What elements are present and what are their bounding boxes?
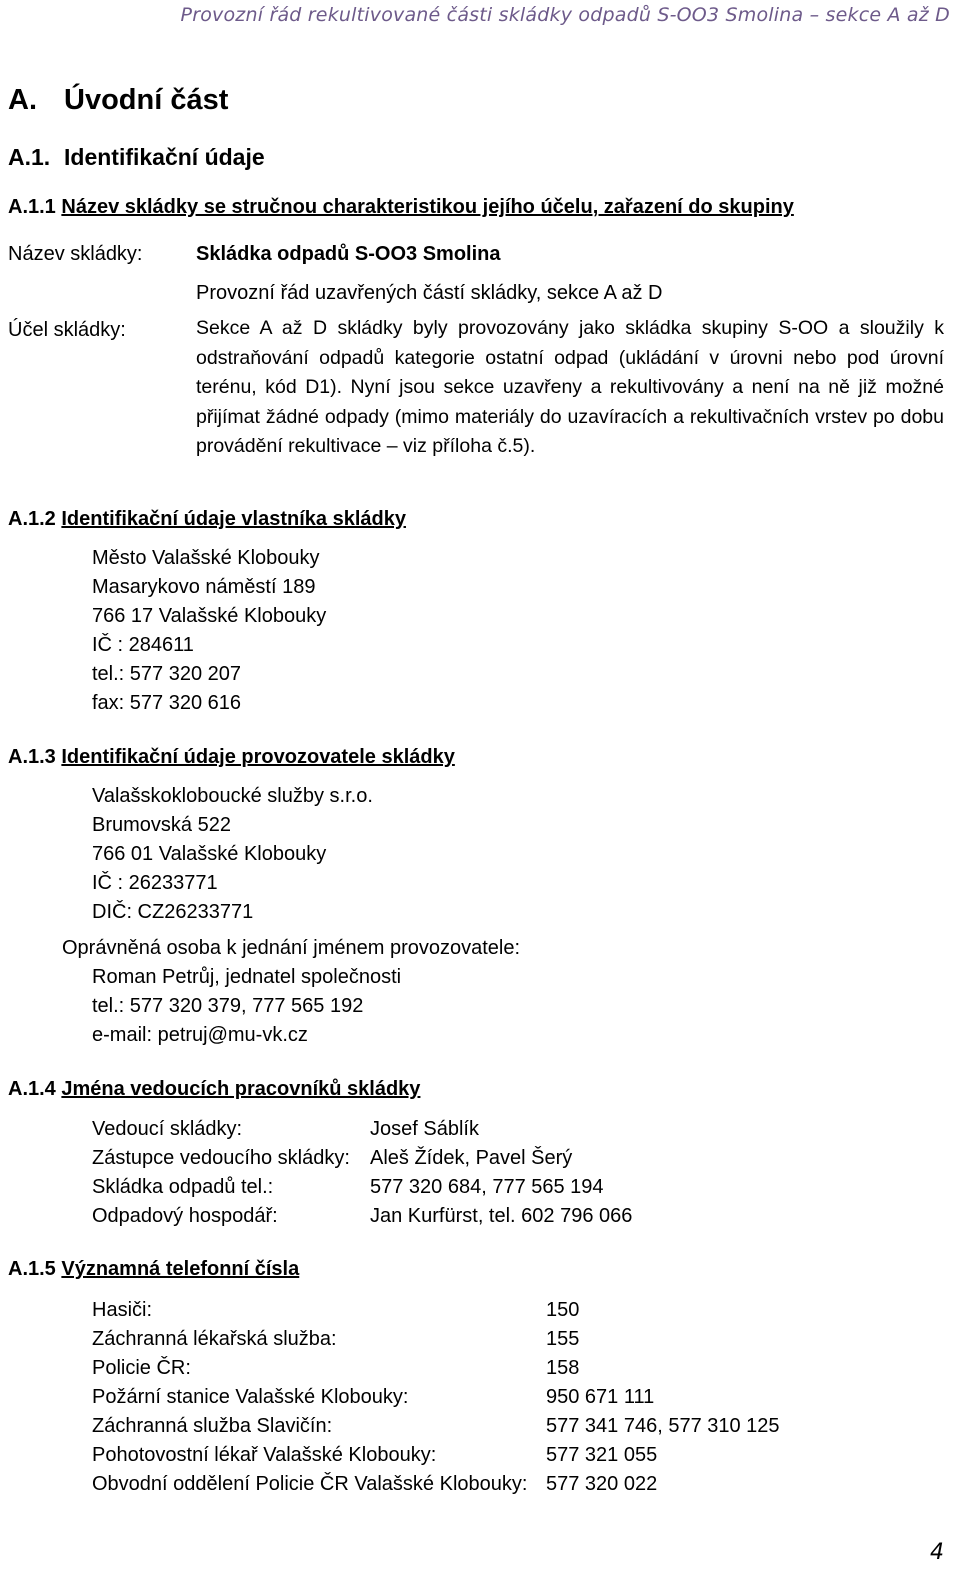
owner-line: IČ : 284611 <box>92 634 194 656</box>
section-a1-title: Identifikační údaje <box>64 144 265 170</box>
phone-value: 577 321 055 <box>546 1444 658 1466</box>
owner-line: Masarykovo náměstí 189 <box>92 576 316 598</box>
phone-value: 155 <box>546 1328 580 1350</box>
table-row <box>92 1144 632 1173</box>
staff-label: Odpadový hospodář: <box>92 1205 278 1227</box>
owner-line: Město Valašské Klobouky <box>92 547 320 569</box>
section-a15-heading <box>8 1258 299 1281</box>
landfill-purpose-label: Účel skládky: <box>8 319 126 341</box>
section-a-heading <box>8 84 228 117</box>
landfill-name-sub: Provozní řád uzavřených částí skládky, sekce A až D <box>196 282 663 304</box>
section-a11-heading <box>8 196 794 219</box>
section-a-number: A. <box>8 84 37 116</box>
landfill-name-label: Název skládky: <box>8 243 143 265</box>
staff-label: Skládka odpadů tel.: <box>92 1176 274 1198</box>
table-row <box>92 1296 780 1325</box>
page-number: 4 <box>930 1540 944 1565</box>
owner-line: fax: 577 320 616 <box>92 692 242 714</box>
phone-label: Záchranná služba Slavičín: <box>92 1415 333 1437</box>
operator-line: Valašskokloboucké služby s.r.o. <box>92 785 373 807</box>
section-a11-number: A.1.1 <box>8 196 56 218</box>
landfill-purpose-text: Sekce A až D skládky byly provozovány jako skládka skupiny S-OO a sloužily k odstraňování odpadů kategorie ostatní odpad (ukládání v úrovni nebo pod úrovní terénu, kód D1). Nyní jsou sekce uzavřeny a rekultivovány a není na ně již možné přijímat žádné odpady (mimo materiály do uzavíracích a rekultivačních vrstev po dobu provádění rekultivace – viz příloha č.5). <box>196 317 944 457</box>
phone-label: Hasiči: <box>92 1299 153 1321</box>
section-a1-heading <box>8 144 265 171</box>
authorized-line: Roman Petrůj, jednatel společnosti <box>92 966 402 988</box>
staff-value: 577 320 684, 777 565 194 <box>370 1176 604 1198</box>
running-header: Provozní řád rekultivované části skládky odpadů S-OO3 Smolina – sekce A až D <box>180 4 950 26</box>
section-a13-number: A.1.3 <box>8 746 56 768</box>
phone-label: Požární stanice Valašské Klobouky: <box>92 1386 409 1408</box>
table-row <box>92 1383 780 1412</box>
authorized-line: e-mail: petruj@mu-vk.cz <box>92 1024 308 1046</box>
phone-value: 577 341 746, 577 310 125 <box>546 1415 780 1437</box>
phone-value: 577 320 022 <box>546 1473 658 1495</box>
table-row <box>92 1115 632 1144</box>
section-a12-heading <box>8 508 406 531</box>
authorized-line: tel.: 577 320 379, 777 565 192 <box>92 995 364 1017</box>
staff-label: Zástupce vedoucího skládky: <box>92 1147 350 1169</box>
section-a15-number: A.1.5 <box>8 1258 56 1280</box>
staff-value: Josef Sáblík <box>370 1118 479 1140</box>
section-a12-title: Identifikační údaje vlastníka skládky <box>61 508 406 530</box>
table-row <box>92 1173 632 1202</box>
section-a11-title: Název skládky se stručnou charakteristikou jejího účelu, zařazení do skupiny <box>61 196 794 218</box>
owner-line: 766 17 Valašské Klobouky <box>92 605 327 627</box>
table-row <box>92 1325 780 1354</box>
section-a14-title: Jména vedoucích pracovníků skládky <box>61 1078 421 1100</box>
authorized-person-label: Oprávněná osoba k jednání jménem provozovatele: <box>62 937 521 959</box>
phone-value: 158 <box>546 1357 580 1379</box>
phone-label: Záchranná lékařská služba: <box>92 1328 337 1350</box>
staff-table <box>92 1115 632 1231</box>
section-a13-title: Identifikační údaje provozovatele skládky <box>61 746 455 768</box>
section-a13-heading <box>8 746 455 769</box>
phone-numbers-table <box>92 1296 780 1499</box>
phone-label: Obvodní oddělení Policie ČR Valašské Klobouky: <box>92 1473 528 1495</box>
operator-line: Brumovská 522 <box>92 814 231 836</box>
owner-details <box>92 544 326 718</box>
landfill-name-value: Skládka odpadů S-OO3 Smolina <box>196 243 501 265</box>
staff-value: Jan Kurfürst, tel. 602 796 066 <box>370 1205 633 1227</box>
table-row <box>92 1470 780 1499</box>
section-a1-number: A.1. <box>8 144 51 170</box>
operator-line: IČ : 26233771 <box>92 872 218 894</box>
phone-value: 150 <box>546 1299 580 1321</box>
table-row <box>92 1202 632 1231</box>
section-a14-number: A.1.4 <box>8 1078 56 1100</box>
section-a14-heading <box>8 1078 420 1101</box>
owner-line: tel.: 577 320 207 <box>92 663 242 685</box>
operator-line: DIČ: CZ26233771 <box>92 901 254 923</box>
section-a15-title: Významná telefonní čísla <box>61 1258 300 1280</box>
table-row <box>92 1441 780 1470</box>
phone-label: Pohotovostní lékař Valašské Klobouky: <box>92 1444 437 1466</box>
phone-label: Policie ČR: <box>92 1357 191 1379</box>
operator-line: 766 01 Valašské Klobouky <box>92 843 327 865</box>
section-a-title: Úvodní část <box>64 84 229 116</box>
staff-value: Aleš Žídek, Pavel Šerý <box>370 1147 573 1169</box>
authorized-person-details <box>92 963 401 1050</box>
table-row <box>92 1412 780 1441</box>
section-a12-number: A.1.2 <box>8 508 56 530</box>
phone-value: 950 671 111 <box>546 1386 655 1408</box>
table-row <box>92 1354 780 1383</box>
operator-details <box>92 782 373 927</box>
staff-label: Vedoucí skládky: <box>92 1118 243 1140</box>
